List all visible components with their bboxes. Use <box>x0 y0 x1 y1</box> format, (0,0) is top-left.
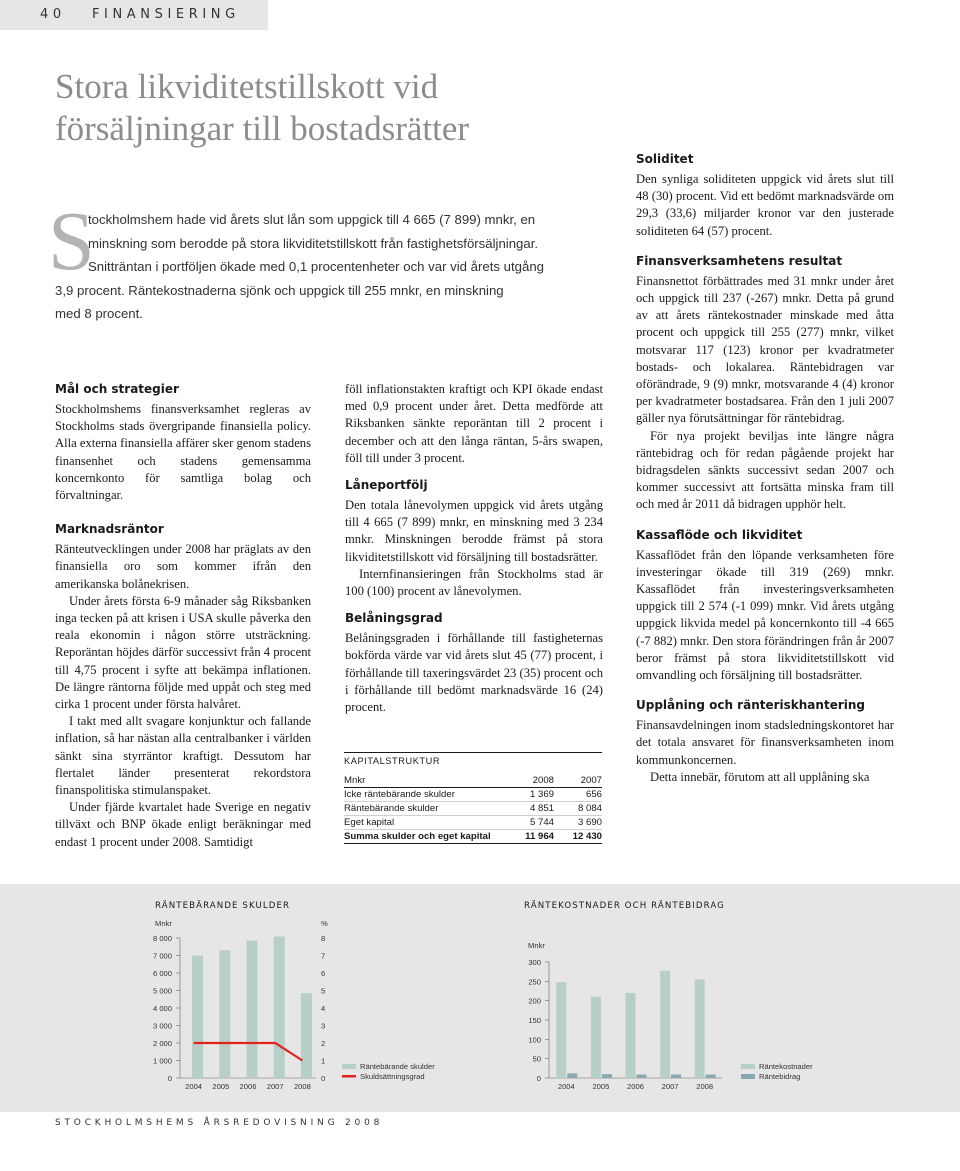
lead-line: tockholmshem hade vid årets slut lån som uppgick till 4 665 (7 899) mnkr, en <box>88 212 536 227</box>
table-cell: 5 744 <box>506 816 554 830</box>
running-header <box>40 7 240 22</box>
bar-rantekostnader <box>591 997 601 1078</box>
bar-rantebidrag <box>637 1075 647 1078</box>
paragraph: Under fjärde kvartalet hade Sverige en negativ tillväxt och BNP ökade enligt beräkningar med endast 1 procent under 2008. Samtidigt <box>55 800 311 849</box>
chart-rantekostnader-och-rantebidrag <box>480 884 960 1112</box>
lead-line: minskning som berodde på stora likviditetstillskott från fastighetsförsäljningar. <box>88 235 539 251</box>
table-cell: 3 690 <box>554 816 602 830</box>
heading-finansverksamhetens-resultat: Finansverksamhetens resultat <box>636 253 843 268</box>
y-tick-label: 0 <box>536 1074 541 1083</box>
lead-line: 3,9 procent. Räntekostnaderna sjönk och uppgick till 255 mnkr, en minskning <box>55 282 504 298</box>
y-tick-label: 300 <box>528 958 541 967</box>
title-line-1: Stora likviditetstillskott vid <box>55 67 439 106</box>
table-title: KAPITALSTRUKTUR <box>344 752 602 766</box>
table-sum-row <box>344 830 602 844</box>
y-tick-label: 250 <box>528 977 541 987</box>
kapitalstruktur-table <box>344 752 602 844</box>
heading-marknadsrantor: Marknadsräntor <box>55 522 164 537</box>
y-tick-label: 8 000 <box>152 934 172 943</box>
paragraph: Internfinansieringen från Stockholms stad är 100 (100) procent av lånevolymen. <box>345 566 603 599</box>
heading-laneportfolj: Låneportfölj <box>345 478 428 493</box>
bar <box>219 950 230 1078</box>
paragraph: Ränteutvecklingen under 2008 har präglats av den finansiella oro som kommer ifrån den amerikanska bolånekrisen. <box>55 542 311 591</box>
y-tick-label: 50 <box>532 1054 541 1064</box>
y2-tick-label: 7 <box>321 951 326 961</box>
y2-tick-label: 1 <box>321 1056 326 1066</box>
x-tick-label: 2006 <box>627 1082 644 1091</box>
bar-rantekostnader <box>556 982 566 1078</box>
y-tick-label: 4 000 <box>152 1004 172 1013</box>
lead-line: Snitträntan i portföljen ökade med 0,1 procentenheter och var vid årets utgång <box>88 259 544 274</box>
y2-tick-label: 4 <box>321 1004 326 1013</box>
heading-belaningsgrad: Belåningsgrad <box>345 611 443 626</box>
y2-tick-label: 0 <box>321 1074 326 1083</box>
paragraph: Finansnettot förbättrades med 31 mnkr under året och uppgick till 237 (-267) mnkr. Detta på grund av att årets räntekostnader minskade med åtta procent och uppgick till 255 (277) mnkr, vilket motsvarar 117 (123) kronor per kvadratmeter bostads- och lokalarea. Räntebidragen var oförändrade, 9 (9) mnkr, motsvarande 4 (4) kronor per kvadratmeter bostadsarea. Från den 1 juli 2007 gäller nya förutsättningar för räntebidrag. <box>636 273 894 426</box>
bar-rantekostnader <box>660 971 670 1078</box>
y-tick-label: 6 000 <box>152 969 172 978</box>
bar-rantebidrag <box>567 1073 577 1078</box>
paragraph: För nya projekt beviljas inte längre några räntebidrag och för redan pågående projekt har bidragsdelen sänkts successivt sedan 2007 och kommer successivt att fortsätta minska fram till och med år 2011 då bidragen upphör helt. <box>636 428 894 512</box>
x-tick-label: 2007 <box>661 1082 679 1091</box>
table-cell: Räntebärande skulder <box>344 802 506 816</box>
paragraph: Finansavdelningen inom stadsledningskontoret har det totala ansvaret för finansverksamheten inom kommunkoncernen. <box>636 718 894 767</box>
axis-unit-left: Mnkr <box>528 941 545 950</box>
bar <box>301 993 312 1078</box>
lead-line: med 8 procent. <box>55 306 143 321</box>
paragraph: Under årets första 6-9 månader såg Riksbanken inga tecken på att krisen i USA skulle påverka den reala ekonomin i någon större utsträckning. Reporäntan höjdes därför successivt från 4 procent till 4,75 procent i syfte att bekämpa inflationen. De längre räntorna följde med uppåt och steg med cirka 1 procent under första halvåret. <box>55 593 311 712</box>
bar <box>274 937 285 1078</box>
paragraph: Stockholmshems finansverksamhet regleras av Stockholms stads övergripande finansiella policy. Alla externa finansiella affärer sker genom stadens finansenhet och stadens gemensamma koncernkonto för samtliga bolag och förvaltningar. <box>55 402 311 503</box>
bar-rantebidrag <box>706 1075 716 1078</box>
text-column-2 <box>345 381 603 716</box>
y2-tick-label: 5 <box>321 986 326 996</box>
legend-label: Räntebidrag <box>759 1072 801 1081</box>
x-tick-label: 2007 <box>266 1082 284 1091</box>
lead-paragraph <box>55 208 568 326</box>
y2-tick-label: 8 <box>321 934 326 943</box>
bar-rantekostnader <box>626 993 636 1078</box>
table-cell: 4 851 <box>506 802 554 816</box>
table-cell: Summa skulder och eget kapital <box>344 830 506 844</box>
table-cell: 656 <box>554 788 602 802</box>
x-tick-label: 2004 <box>185 1082 203 1091</box>
y-tick-label: 200 <box>528 996 541 1006</box>
page-number: 40 <box>40 7 66 22</box>
heading-upplaning: Upplåning och ränteriskhantering <box>636 698 865 713</box>
table-row <box>344 816 602 830</box>
y-tick-label: 150 <box>528 1016 541 1025</box>
y2-tick-label: 3 <box>321 1021 326 1031</box>
text-column-3 <box>636 151 894 786</box>
table-cell: 8 084 <box>554 802 602 816</box>
page-footer: STOCKHOLMSHEMS ÅRSREDOVISNING 2008 <box>55 1118 384 1128</box>
heading-soliditet: Soliditet <box>636 152 694 166</box>
table-row <box>344 802 602 816</box>
x-tick-label: 2005 <box>592 1082 610 1091</box>
x-tick-label: 2008 <box>696 1082 714 1091</box>
legend-label: Räntebärande skulder <box>360 1062 435 1071</box>
table-header-cell: 2007 <box>554 774 602 788</box>
paragraph: I takt med allt svagare konjunktur och fallande inflation, så har nästan alla centralbanker i världen sänkt sina styrräntor kraftigt. Dessutom har flertalet länder presenterat rekordstora finanspolitiska stimulanspaket. <box>55 714 311 798</box>
x-tick-label: 2006 <box>239 1082 257 1091</box>
table-cell: Eget kapital <box>344 816 506 830</box>
table-cell: 1 369 <box>506 788 554 802</box>
paragraph: Den totala lånevolymen uppgick vid årets utgång till 4 665 (7 899) mnkr, en minskning med 3 234 mnkr. Minskningen berodde främst på stora likviditetstillskott vid försäljning till bostadsrätter. <box>345 498 603 564</box>
bar <box>247 941 258 1078</box>
axis-unit-right: % <box>321 919 328 928</box>
chart-title-rantekostnader: RÄNTEKOSTNADER OCH RÄNTEBIDRAG <box>524 901 725 911</box>
paragraph: föll inflationstakten kraftigt och KPI ökade endast med 0,9 procent under året. Detta medförde att Riksbanken sänkte reporäntan till 2 procent i december och att den långa räntan, 5-års swapen, föll till under 3 procent. <box>345 382 603 465</box>
y-tick-label: 2 000 <box>152 1039 172 1048</box>
paragraph: Kassaflödet från den löpande verksamheten före investeringar ökade till 319 (269) mnkr. Kassaflödet från investeringsverksamheten uppgick till 2 574 (-1 099) mnkr. Vid årets utgång uppgick likvida medel på koncernkonto till -4 665 (-7 882) mnkr. Den stora förändringen från år 2007 beror främst på stora likviditetstillskott vid omvandling och försäljning till bostadsrätter. <box>636 547 894 683</box>
bar <box>192 956 203 1079</box>
page-title <box>55 66 615 150</box>
title-line-2: försäljningar till bostadsrätter <box>55 109 470 148</box>
bar-rantebidrag <box>602 1074 612 1078</box>
legend-swatch <box>741 1064 755 1069</box>
legend-swatch <box>741 1074 755 1079</box>
table-header-cell: 2008 <box>506 774 554 788</box>
x-tick-label: 2005 <box>212 1082 230 1091</box>
paragraph: Den synliga soliditeten uppgick vid årets slut till 48 (30) procent. Vid ett bedömt marknadsvärde om 29,3 (33,6) miljarder kronor var den justerade soliditeten 64 (57) procent. <box>636 172 894 238</box>
bar-rantekostnader <box>695 979 705 1078</box>
legend-label: Räntekostnader <box>759 1062 813 1071</box>
bar-rantebidrag <box>671 1075 681 1078</box>
table-cell: Icke räntebärande skulder <box>344 788 506 802</box>
y-tick-label: 7 000 <box>152 951 172 961</box>
drop-cap: S <box>48 195 95 288</box>
text-column-1 <box>55 381 311 851</box>
y-tick-label: 100 <box>528 1035 541 1045</box>
section-name: FINANSIERING <box>91 7 240 22</box>
y-tick-label: 0 <box>167 1074 172 1083</box>
paragraph: Detta innebär, förutom att all upplåning ska <box>650 769 870 784</box>
legend-swatch <box>342 1075 356 1078</box>
table-cell: 11 964 <box>506 830 554 844</box>
y-tick-label: 5 000 <box>152 986 172 996</box>
x-tick-label: 2004 <box>557 1082 575 1091</box>
chart-title-rantebarande-skulder: RÄNTEBÄRANDE SKULDER <box>155 901 291 911</box>
table-header-cell: Mnkr <box>344 774 506 788</box>
legend-label: Skuldsättningsgrad <box>360 1072 425 1081</box>
axis-unit-left: Mnkr <box>155 919 172 928</box>
heading-kassaflode: Kassaflöde och likviditet <box>636 527 803 542</box>
y2-tick-label: 6 <box>321 969 326 978</box>
table-row <box>344 788 602 802</box>
paragraph: Belåningsgraden i förhållande till fastigheternas bokförda värde var vid årets slut 45 (77) procent, i förhållande till taxeringsvärdet 23 (35) procent och i förhållande till bedömt marknadsvärde 16 (24) procent. <box>345 631 603 715</box>
table-cell: 12 430 <box>554 830 602 844</box>
y-tick-label: 1 000 <box>152 1056 172 1066</box>
heading-mal-och-strategier: Mål och strategier <box>55 382 179 396</box>
table-header-row <box>344 774 602 788</box>
x-tick-label: 2008 <box>293 1082 311 1091</box>
chart-rantebarande-skulder <box>0 884 480 1112</box>
y2-tick-label: 2 <box>321 1039 326 1048</box>
legend-swatch <box>342 1064 356 1069</box>
y-tick-label: 3 000 <box>152 1021 172 1031</box>
